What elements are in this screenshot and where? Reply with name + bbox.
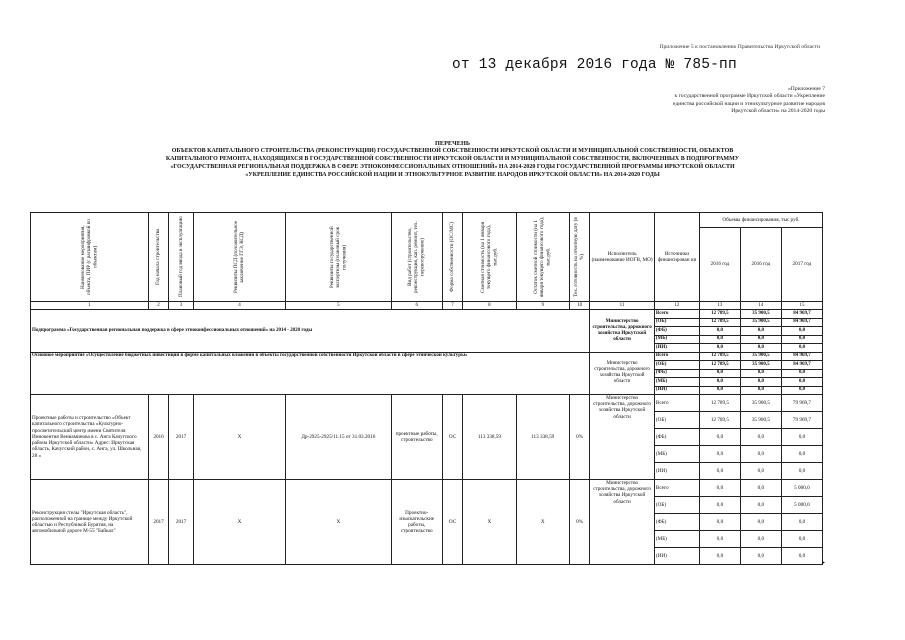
object2-work: Проектно-изыскательские работы, строительство [391,480,442,565]
value-cell: 0,0 [740,446,781,463]
value-cell: 35 900,5 [740,318,781,327]
value-cell: 0,0 [699,429,740,446]
value-cell: 0,0 [699,446,740,463]
col-ready-header [569,213,589,302]
column-number: 7 [442,302,462,310]
source-cell: (ИИ) [654,463,699,480]
value-cell: 0,0 [699,480,740,497]
column-number: 8 [463,302,516,310]
value-cell: 0,0 [781,514,822,531]
year-header: 2017 год [781,228,822,302]
value-cell: 0,0 [740,327,781,336]
continue-marker-icon: ▸ [822,560,826,566]
source-cell: (ОБ) [654,497,699,514]
object1-remain: 113 338,59 [516,395,569,480]
appendix-line: Приложение 5 к постановлению Правительства Иркутской области [659,44,820,50]
prilozh-line: Иркутской области» на 2014-2020 годы [731,108,825,115]
value-cell: 0,0 [781,531,822,548]
value-cell: 0,0 [699,497,740,514]
source-cell: (ИИ) [654,386,699,395]
col-start-header [148,213,168,302]
column-number: 5 [286,302,392,310]
title-line: «ГОСУДАРСТВЕННАЯ РЕГИОНАЛЬНАЯ ПОДДЕРЖКА В СФЕРЕ ЭТНОКОНФЕССИОНАЛЬНЫХ ОТНОШЕНИЙ» НА 2014-2020 ГОДЫ ГОСУДАРСТВЕННОЙ ПРОГРАММЫ ИРКУТСКОЙ ОБЛАСТИ [170,163,735,170]
value-cell: 0,0 [740,463,781,480]
date-stamp: от 13 декабря 2016 года № 785-пп [452,57,737,73]
value-cell: 0,0 [781,386,822,395]
year-header: 2016 год [699,228,740,302]
value-cell: 5 000,0 [781,480,822,497]
value-cell: 0,0 [781,369,822,378]
col-psd-header [193,213,285,302]
source-cell: (ИИ) [654,548,699,565]
value-cell: 35 900,5 [740,361,781,370]
header-text: Сметная стоимость (на 1 января текущего финансового года), тыс.руб. [480,221,499,293]
value-cell: 12 789,5 [699,318,740,327]
object2-expertise: X [286,480,392,565]
source-cell: (МБ) [654,378,699,387]
source-cell: (ФБ) [654,369,699,378]
column-number: 11 [590,302,655,310]
source-cell: (ФБ) [654,327,699,336]
object2-row [31,480,823,497]
object1-cost: 113 338,59 [463,395,516,480]
object2-end: 2017 [169,480,194,565]
object1-ownership: ОС [442,395,462,480]
object2-ready: 0% [569,480,589,565]
source-cell: (МБ) [654,446,699,463]
col-work-header [391,213,442,302]
value-cell: 0,0 [740,531,781,548]
value-cell: 0,0 [699,548,740,565]
value-cell: 0,0 [740,514,781,531]
object2-executor: Министерство строительства, дорожного хозяйства Иркутской области [590,480,655,565]
subprogram-row [31,310,823,319]
subprogram-label: Подпрограмма «Государственная региональная поддержка в сфере этноконфессиональных отношений» на 2014 - 2020 годы [31,310,590,353]
value-cell: 35 900,5 [740,352,781,361]
object2-cost: X [463,480,516,565]
document-title [60,140,845,179]
title-line: ОБЪЕКТОВ КАПИТАЛЬНОГО СТРОИТЕЛЬСТВА (РЕКОНСТРУКЦИИ) ГОСУДАРСТВЕННОЙ СОБСТВЕННОСТИ ИРКУТСКОЙ ОБЛАСТИ И МУНИЦИПАЛЬНОЙ СОБСТВЕННОСТИ, ОБЪЕКТОВ [171,148,734,155]
prilozh-line: «Приложение 7 [787,86,825,92]
value-cell: 0,0 [740,429,781,446]
column-number: 15 [781,302,822,310]
col-source-header: Источники финансирован ия [654,213,699,302]
column-number: 1 [31,302,149,310]
value-cell: 12 789,5 [699,395,740,412]
prilozh-line: к государственной программе Иркутской области «Укрепление [674,93,825,100]
source-cell: (ИИ) [654,344,699,353]
object2-start: 2017 [148,480,168,565]
appendix-reference [600,86,825,116]
main-event-executor: Министерство строительства, дорожного хозяйства Иркутской области [590,352,655,395]
value-cell: 0,0 [699,531,740,548]
value-cell: 0,0 [699,344,740,353]
header-row [31,213,823,228]
value-cell: 35 900,5 [740,412,781,429]
value-cell: 12 789,5 [699,310,740,319]
main-event-label: Основное мероприятие «Осуществление бюджетных инвестиций в форме капитальных вложений в объекты государственной собственности Иркутской области в сфере этнической культуры» [31,352,590,395]
col-remain-header [516,213,569,302]
title-line: КАПИТАЛЬНОГО РЕМОНТА, НАХОДЯЩИХСЯ В ГОСУДАРСТВЕННОЙ СОБСТВЕННОСТИ ИРКУТСКОЙ ОБЛАСТИ И МУНИЦИПАЛЬНОЙ СОБСТВЕННОСТИ, ВКЛЮЧЕННЫХ В ПОДПРОГРАММУ [165,155,740,162]
value-cell: 0,0 [699,335,740,344]
value-cell: 0,0 [781,327,822,336]
value-cell: 0,0 [740,497,781,514]
value-cell: 0,0 [699,463,740,480]
value-cell: 0,0 [699,327,740,336]
header-text: Год начала строительства [155,228,162,286]
object1-executor: Министерство строительства, дорожного хозяйства Иркутской области [590,395,655,480]
value-cell: 0,0 [699,514,740,531]
subprogram-executor: Министерство строительства, дорожного хозяйства Иркутской области [590,310,655,353]
value-cell: 0,0 [781,344,822,353]
title-line: ПЕРЕЧЕНЬ [434,140,471,147]
value-cell: 12 789,5 [699,352,740,361]
value-cell: 0,0 [781,429,822,446]
column-number: 12 [654,302,699,310]
object1-work: проектные работы, строительство [391,395,442,480]
column-number: 14 [740,302,781,310]
column-number: 3 [169,302,194,310]
object2-remain: X [516,480,569,565]
value-cell: 0,0 [740,344,781,353]
object2-name: Реконструкция стелы "Иркутская область", расположенной на границе между Иркутской областью и Республикой Бурятия, на автомобильной дороге М-55 "Байкал" [31,480,149,565]
col-ownership-header [442,213,462,302]
column-number: 4 [193,302,285,310]
object1-expertise: Др-2925-2925/11.15 от 31.03.2016 [286,395,392,480]
value-cell: 0,0 [781,335,822,344]
value-cell: 0,0 [781,463,822,480]
col-end-header [169,213,194,302]
value-cell: 0,0 [781,378,822,387]
value-cell: 35 900,5 [740,310,781,319]
value-cell: 5 000,0 [781,497,822,514]
source-cell: (ОБ) [654,412,699,429]
funding-header: Объемы финансирования, тыс руб. [699,213,822,228]
value-cell: 79 969,7 [781,412,822,429]
value-cell: 35 900,5 [740,395,781,412]
value-cell: 0,0 [781,548,822,565]
objects-table [30,212,826,566]
column-number: 9 [516,302,569,310]
col-executor-header: Исполнитель (наименование ИОГВ, МО) [590,213,655,302]
header-text: Тех. готовность на отчетную дату (в %) [573,217,586,297]
source-cell: Всего [654,480,699,497]
column-number: 10 [569,302,589,310]
year-header: 2016 год [740,228,781,302]
header-text: Вид работ (строительство, реконструкция, кап. ремонт, тех. перевооружение) [407,221,426,293]
object1-psd: X [193,395,285,480]
source-cell: Всего [654,352,699,361]
main-event-row [31,352,823,361]
value-cell: 0,0 [740,548,781,565]
value-cell: 0,0 [740,335,781,344]
source-cell: (ФБ) [654,429,699,446]
object1-row [31,395,823,412]
header-text: Реквизиты государственной экспертизы (плановый срок получения) [328,226,348,288]
source-cell: (ОБ) [654,361,699,370]
header-text: Реквизиты ПСД (положительное заключение ГГЭ, КСД) [233,220,246,294]
value-cell: 12 789,5 [699,412,740,429]
source-cell: (ФБ) [654,514,699,531]
source-cell: Всего [654,310,699,319]
value-cell: 0,0 [781,446,822,463]
col-cost-header [463,213,516,302]
title-line: «УКРЕПЛЕНИЕ ЕДИНСТВА РОССИЙСКОЙ НАЦИИ И ЭТНОКУЛЬТУРНОЕ РАЗВИТИЕ НАРОДОВ ИРКУТСКОЙ ОБЛАСТИ» НА 2014-2020 ГОДЫ [245,171,660,178]
column-number: 2 [148,302,168,310]
source-cell: (ОБ) [654,318,699,327]
col-expertise-header [286,213,392,302]
header-text: Форма собственности (ОС/МС) [449,221,456,293]
column-numbers-row [31,302,823,310]
value-cell: 12 789,5 [699,361,740,370]
column-number: 13 [699,302,740,310]
value-cell: 0,0 [740,378,781,387]
value-cell: 0,0 [699,386,740,395]
object1-name: Проектные работы и строительство «Объект капитального строительства «Культурно-просветительский центр имени Святителя Иннокентия Вениаминова в с. Анга Качугского района Иркутской области» Адрес: Иркутская область, Качугский район, с. Анга, ул. Школьная, 28 » [31,395,149,480]
source-cell: (МБ) [654,335,699,344]
source-cell: (МБ) [654,531,699,548]
object1-ready: 0% [569,395,589,480]
object1-start: 2016 [148,395,168,480]
object2-psd: X [193,480,285,565]
object2-ownership: ОС [442,480,462,565]
value-cell: 0,0 [699,369,740,378]
value-cell: 0,0 [740,386,781,395]
source-cell: Всего [654,395,699,412]
header-text: Плановый год ввода в эксплуатацию [177,216,184,298]
value-cell: 0,0 [740,369,781,378]
value-cell: 84 969,7 [781,352,822,361]
value-cell: 0,0 [699,378,740,387]
value-cell: 0,0 [740,480,781,497]
col-name-header [31,213,149,302]
value-cell: 79 969,7 [781,395,822,412]
object1-end: 2017 [169,395,194,480]
value-cell: 84 969,7 [781,318,822,327]
header-text: Наименование мероприятия, объекта, ПИР (с расшифровкой по объектам) [80,218,99,296]
header-text: Остаток сметной стоимости (на 1 января текущего финансового года), тыс.руб. [533,216,552,298]
value-cell: 84 969,7 [781,310,822,319]
value-cell: 84 969,7 [781,361,822,370]
column-number: 6 [391,302,442,310]
prilozh-line: единства российской нации и этнокультурное развитие народов [673,100,825,107]
